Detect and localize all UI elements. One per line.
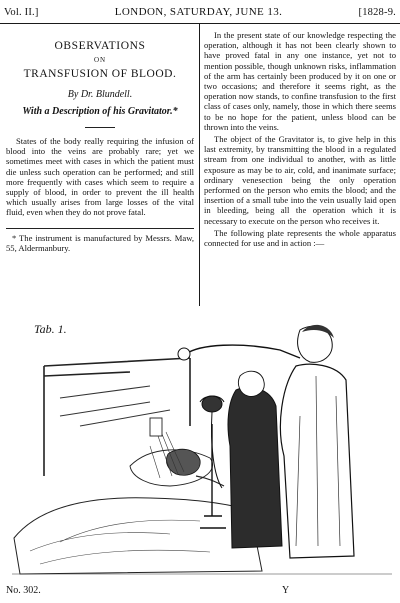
transfusion-tube [211, 412, 222, 488]
year-label: [1828-9. [358, 6, 396, 18]
signature-mark: Y [282, 585, 290, 596]
right-paragraph-2: The object of the Gravitator is, to give help in this last extremity, by transmitting the blood in a regulated stream from one individual to another, with as little exposure as may be to air, cold, and inanimate surface; ordinary venesection being the only operation performed on the person who emits the blood; and the insertion of a small tube into the vein usually laid open in bleeding, being all the operation which it is necessary to execute on the person who receives it. [204, 134, 396, 226]
assistant-figure [228, 387, 282, 548]
donor-fist [178, 348, 190, 360]
heading-rule [85, 127, 115, 128]
apparatus-box [150, 418, 162, 436]
article-title: TRANSFUSION OF BLOOD. [23, 68, 177, 80]
footnote: * The instrument is manufactured by Messrs. Maw, 55, Aldermanbury. [6, 232, 194, 253]
issue-number: No. 302. [6, 585, 41, 596]
volume-label: Vol. II.] [4, 6, 39, 18]
donor-raised-arm [186, 345, 300, 358]
transfusion-engraving [0, 306, 400, 581]
left-column [6, 30, 194, 253]
right-paragraph-1: In the present state of our knowledge respecting the operation, although it has not been clearly shown to have proved fatal in any one instance, yet not to mention possible, though unknown risks, inflammation of the arm has certainly been produced by it on one or two occasions; and therefore it seems right, as the operation now stands, to confine transfusion to the first class of cases only, namely, those in which there seems to be no hope for the patient, unless blood can be thrown into the veins. [204, 30, 396, 132]
subtitle: With a Description of his Gravitator.* [22, 106, 178, 117]
footnote-rule [6, 228, 194, 229]
heading-on: ON [93, 56, 107, 64]
gravitator-funnel [202, 396, 222, 412]
byline: By Dr. Blundell. [67, 89, 133, 100]
bed-covers [14, 498, 262, 574]
masthead [4, 2, 396, 22]
column-divider [199, 24, 200, 306]
right-column [204, 30, 396, 248]
assistant-head [238, 371, 264, 396]
right-paragraph-3: The following plate represents the whole apparatus connected for use and in action :— [204, 227, 396, 249]
figure-caption: Tab. 1. [34, 322, 67, 336]
page-footer [6, 583, 394, 601]
heading-observations: OBSERVATIONS [54, 40, 146, 52]
left-paragraph: States of the body really requiring the infusion of blood into the veins are probably rare; yet we sometimes meet with cases in which the patient must die unless such operation can be performed; and still more frequently with cases which seem to require a supply of blood, in order to prevent the ill health which usually arises from large losses of the vital fluid, even when they do not prove fatal. [6, 136, 194, 218]
patient-head [166, 449, 200, 475]
masthead-rule [0, 23, 400, 24]
masthead-title: LONDON, SATURDAY, JUNE 13. [114, 6, 283, 18]
